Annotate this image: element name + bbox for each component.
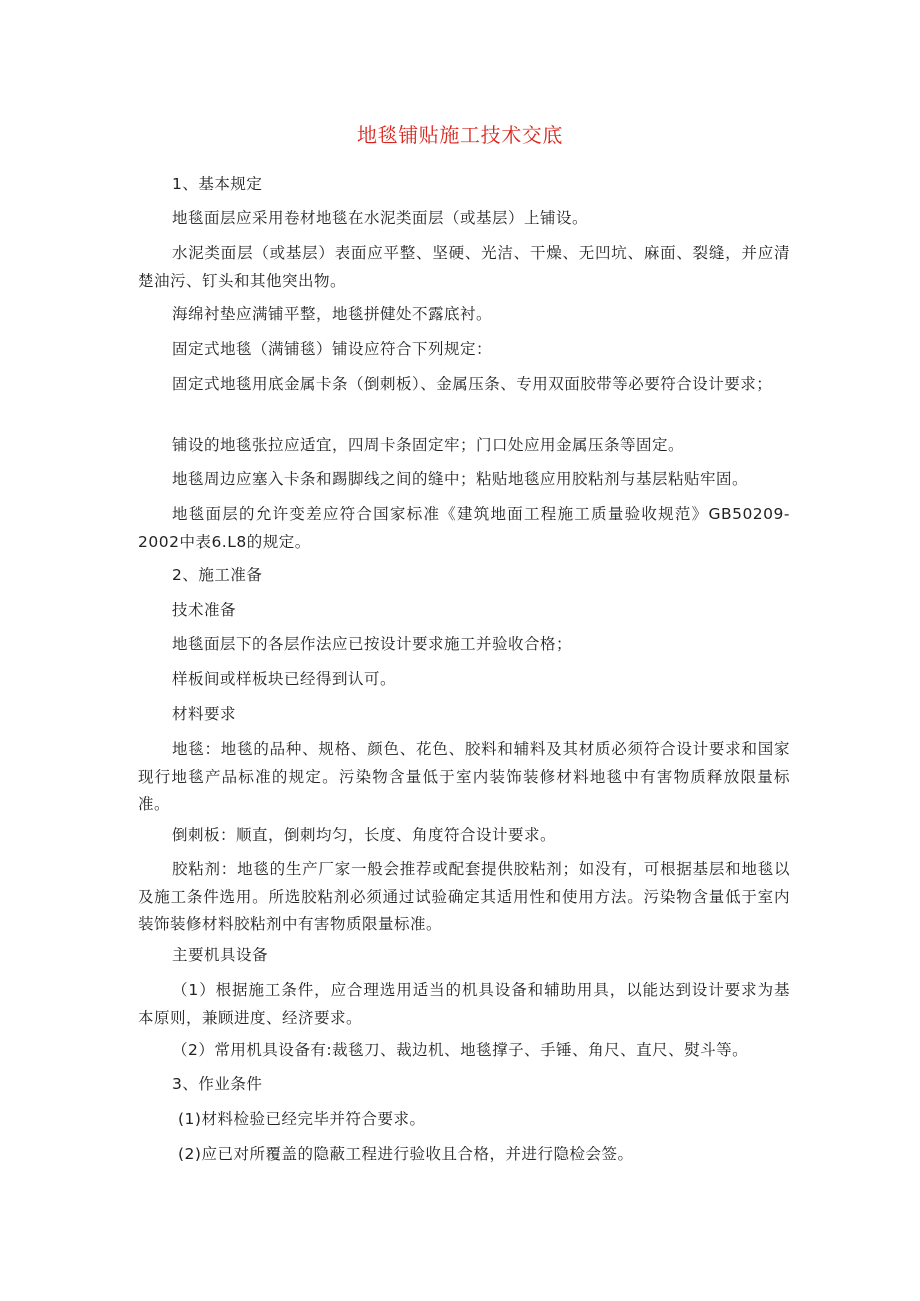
paragraph: 样板间或样板块已经得到认可。	[172, 670, 397, 688]
document-title: 地毯铺贴施工技术交底	[357, 123, 563, 147]
paragraph: 倒刺板：顺直，倒刺均匀，长度、角度符合设计要求。	[172, 826, 557, 844]
paragraph: 地毯面层下的各层作法应已按设计要求施工并验收合格；	[172, 635, 573, 653]
paragraph: 地毯周边应塞入卡条和踢脚线之间的缝中；粘贴地毯应用胶粘剂与基层粘贴牢固。	[172, 470, 749, 488]
paragraph: 固定式地毯（满铺毯）铺设应符合下列规定：	[172, 340, 493, 358]
paragraph-section-2-heading: 2、施工准备	[172, 566, 263, 584]
paragraph: 铺设的地毯张拉应适宜，四周卡条固定牢；门口处应用金属压条等固定。	[172, 436, 685, 454]
paragraph: 海绵衬垫应满铺平整，地毯拼健处不露底衬。	[172, 305, 493, 323]
paragraph-subheading: 主要机具设备	[172, 946, 269, 964]
paragraph-section-3-heading: 3、作业条件	[172, 1075, 263, 1093]
paragraph: 地毯面层的允许变差应符合国家标准《建筑地面工程施工质量验收规范》GB50209-2002中表6.L8的规定。	[138, 505, 790, 551]
paragraph: 胶粘剂：地毯的生产厂家一般会推荐或配套提供胶粘剂；如没有，可根据基层和地毯以及施工条件选用。所选胶粘剂必须通过试验确定其适用性和使用方法。污染物含量低于室内装饰装修材料胶粘剂中有害物质限量标准。	[138, 860, 790, 933]
paragraph-subheading: 材料要求	[172, 705, 237, 723]
paragraph-subheading: 技术准备	[172, 601, 237, 619]
paragraph: 水泥类面层（或基层）表面应平整、坚硬、光洁、干燥、无凹坑、麻面、裂缝，并应清楚油污、钉头和其他突出物。	[138, 244, 790, 290]
paragraph: 地毯面层应采用卷材地毯在水泥类面层（或基层）上铺设。	[172, 209, 589, 227]
paragraph: 固定式地毯用底金属卡条（倒刺板）、金属压条、专用双面胶带等必要符合设计要求；	[172, 375, 773, 393]
paragraph: （1）根据施工条件，应合理选用适当的机具设备和辅助用具，以能达到设计要求为基本原则，兼顾进度、经济要求。	[138, 981, 790, 1027]
paragraph: (2)应已对所覆盖的隐蔽工程进行验收且合格，并进行隐检会签。	[178, 1145, 634, 1163]
paragraph: (1)材料检验已经完毕并符合要求。	[178, 1110, 426, 1128]
paragraph-section-1-heading: 1、基本规定	[172, 175, 263, 193]
paragraph: （2）常用机具设备有:裁毯刀、裁边机、地毯撑子、手锤、角尺、直尺、熨斗等。	[172, 1041, 749, 1059]
paragraph: 地毯：地毯的品种、规格、颜色、花色、胶料和辅料及其材质必须符合设计要求和国家现行地毯产品标准的规定。污染物含量低于室内装饰装修材料地毯中有害物质释放限量标准。	[138, 740, 790, 813]
